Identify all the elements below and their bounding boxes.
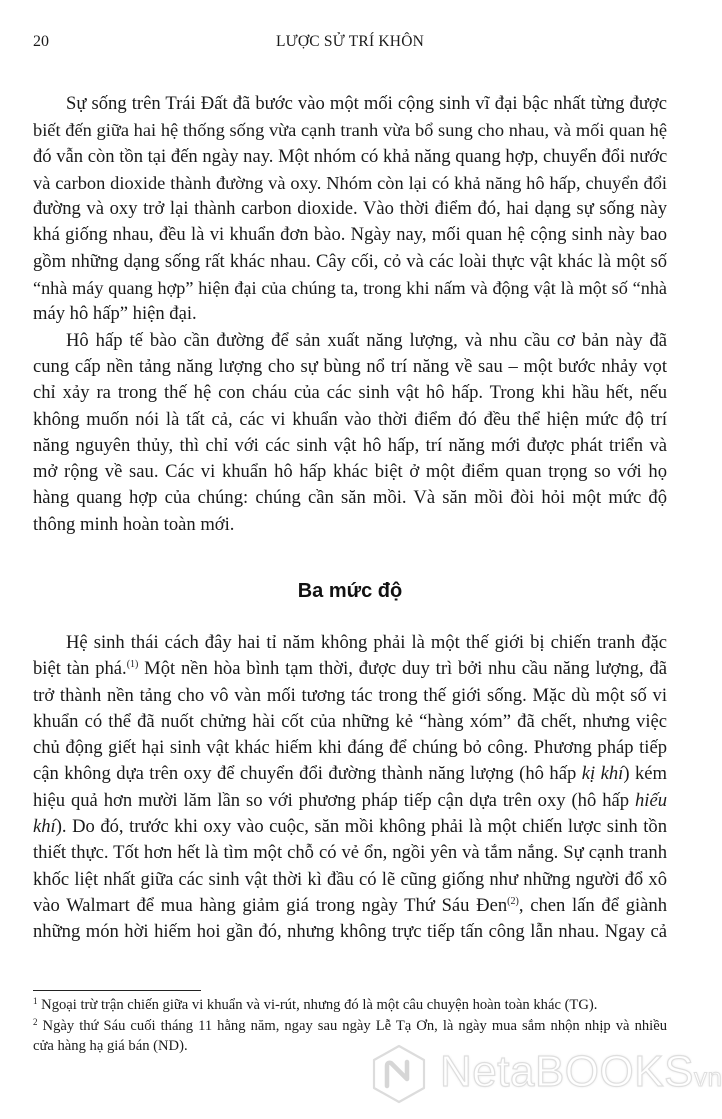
footnote-1 bbox=[33, 995, 667, 1016]
text-line bbox=[33, 788, 667, 814]
text-line bbox=[33, 761, 667, 787]
text-line: Hô hấp tế bào cần đường để sản xuất năng lượng, và nhu cầu cơ bản này đã bbox=[66, 329, 667, 351]
text-line: chỉ xảy ra trong thế hệ con cháu của các sinh vật hô hấp. Trong khi hầu hết, nếu bbox=[33, 382, 667, 404]
text-segment: vào Walmart để mua hàng giảm giá trong ngày Thứ Sáu Đen bbox=[33, 894, 508, 916]
netabooks-watermark bbox=[368, 1043, 722, 1105]
footnote-ref-1[interactable]: (1) bbox=[126, 659, 139, 671]
text-line: biết đến giữa hai hệ thống sống vừa cạnh tranh vừa bổ sung cho nhau, và mối quan hệ bbox=[33, 120, 667, 141]
text-line: khá giống nhau, đều là vi khuẩn đơn bào. Ngày nay, mối quan hệ cộng sinh này bao bbox=[33, 224, 667, 246]
watermark-brand-text: NetaBOOKS bbox=[440, 1047, 694, 1096]
text-line: máy hô hấp” hiện đại. bbox=[33, 303, 197, 325]
italic-term: hiếu bbox=[634, 789, 667, 811]
running-header bbox=[0, 33, 700, 57]
text-line: khốc liệt nhất giữa các sinh vật thời kì đầu có lẽ cũng giống như những người đổ xô bbox=[33, 868, 667, 890]
text-segment: , chen lấn để giành bbox=[518, 894, 667, 916]
text-line: hàng quang hợp của chúng: chúng cần săn mồi. Và săn mồi đòi hỏi một mức độ bbox=[33, 487, 667, 509]
text-line: đó vẫn còn tồn tại đến ngày nay. Một nhóm có khả năng quang hợp, chuyển đổi nước bbox=[33, 145, 668, 167]
text-line: chủ động giết hại sinh vật khác hiếm khi đáng để chúng bỏ công. Phương pháp tiếp bbox=[33, 737, 667, 759]
text-line: những món hời hiếm hoi gần đó, nhưng không trực tiếp tấn công lẫn nhau. Ngay cả bbox=[33, 921, 667, 943]
text-line bbox=[33, 814, 667, 840]
text-line bbox=[33, 656, 667, 682]
text-segment: cận không dựa trên oxy để chuyển đổi đường thành năng lượng (hô hấp bbox=[33, 763, 582, 785]
text-line: đường và oxy trở lại thành carbon dioxide. Vào thời điểm đó, hai dạng sự sống này bbox=[33, 198, 667, 220]
text-segment: biệt tàn phá. bbox=[33, 658, 127, 680]
footnote-2 bbox=[33, 1016, 667, 1037]
text-segment: ) kém bbox=[623, 763, 667, 785]
footnote-2-continued: cửa hàng hạ giá bán (ND). bbox=[33, 1038, 188, 1054]
text-line: khuẩn có thể đã nuốt chửng hài cốt của những kẻ “hàng xóm” đã chết, nhưng việc bbox=[33, 710, 667, 732]
text-line: không muốn nói là tất cả, các vi khuẩn vào thời điểm đó đều thể hiện mức độ trí bbox=[33, 408, 667, 430]
text-line: cung cấp nền tảng năng lượng cho sự bùng nổ trí năng về sau – một bước nhảy vọt bbox=[33, 355, 667, 377]
page-number: 20 bbox=[33, 33, 49, 50]
italic-term: khí bbox=[33, 816, 56, 838]
text-line: Sự sống trên Trái Đất đã bước vào một mối cộng sinh vĩ đại bậc nhất từng được bbox=[66, 93, 667, 114]
footnote-marker: 1 bbox=[33, 996, 38, 1006]
footnote-marker: 2 bbox=[33, 1016, 38, 1027]
text-line: gồm những dạng sống rất khác nhau. Cây cối, cỏ và các loài thực vật khác là một số bbox=[33, 250, 667, 272]
footnote-text: Ngoại trừ trận chiến giữa vi khuẩn và vi-rút, nhưng đó là một câu chuyện hoàn toàn khác (TG). bbox=[41, 997, 598, 1013]
text-line: “nhà máy quang hợp” hiện đại của chúng ta, trong khi nấm và động vật là một số “nhà bbox=[33, 278, 667, 299]
watermark-brand bbox=[440, 1047, 722, 1097]
netabooks-logo-icon bbox=[368, 1043, 430, 1105]
section-heading: Ba mức độ bbox=[297, 580, 403, 602]
paragraph-2 bbox=[33, 328, 667, 538]
paragraph-1 bbox=[33, 91, 667, 328]
watermark-suffix: vn bbox=[693, 1062, 722, 1092]
italic-term: kị khí bbox=[581, 763, 624, 785]
text-segment: Một nền hòa bình tạm thời, được duy trì bởi nhu cầu năng lượng, đã bbox=[138, 658, 668, 680]
text-line bbox=[33, 893, 667, 919]
text-segment: ). Do đó, trước khi oxy vào cuộc, săn mồi không phải là một chiến lược sinh tồn bbox=[55, 816, 667, 838]
text-line: trở thành nền tảng cho vô vàn mối tương tác trong thế giới sống. Mặc dù một số vi bbox=[33, 684, 667, 706]
text-line: Hệ sinh thái cách đây hai tỉ năm không phải là một thế giới bị chiến tranh đặc bbox=[66, 632, 667, 653]
paragraph-3 bbox=[33, 630, 667, 946]
footnote-divider bbox=[33, 990, 201, 991]
text-line: thông minh hoàn toàn mới. bbox=[33, 513, 235, 535]
running-title: LƯỢC SỬ TRÍ KHÔN bbox=[276, 33, 424, 50]
text-line: năng nguyên thủy, thì chỉ với các sinh vật hô hấp, trí năng mới được phát triển và bbox=[33, 434, 667, 456]
text-line: và carbon dioxide thành đường và oxy. Nhóm còn lại có khả năng hô hấp, chuyển đổi bbox=[33, 172, 667, 193]
text-segment: hiệu quả hơn mười lăm lần so với phương pháp tiếp cận dựa trên oxy (hô hấp bbox=[33, 789, 635, 811]
text-line: mở rộng về sau. Các vi khuẩn hô hấp khác biệt ở một điểm quan trọng so với họ bbox=[33, 461, 667, 483]
text-line: thiết thực. Tốt hơn hết là tìm một chỗ có vẻ ổn, ngồi yên và tắm nắng. Sự cạnh tranh bbox=[33, 842, 667, 864]
footnote-text: Ngày thứ Sáu cuối tháng 11 hằng năm, ngay sau ngày Lễ Tạ Ơn, là ngày mua sắm nhộn nhịp và nhiều bbox=[42, 1017, 667, 1034]
footnote-ref-2[interactable]: (2) bbox=[507, 895, 519, 907]
